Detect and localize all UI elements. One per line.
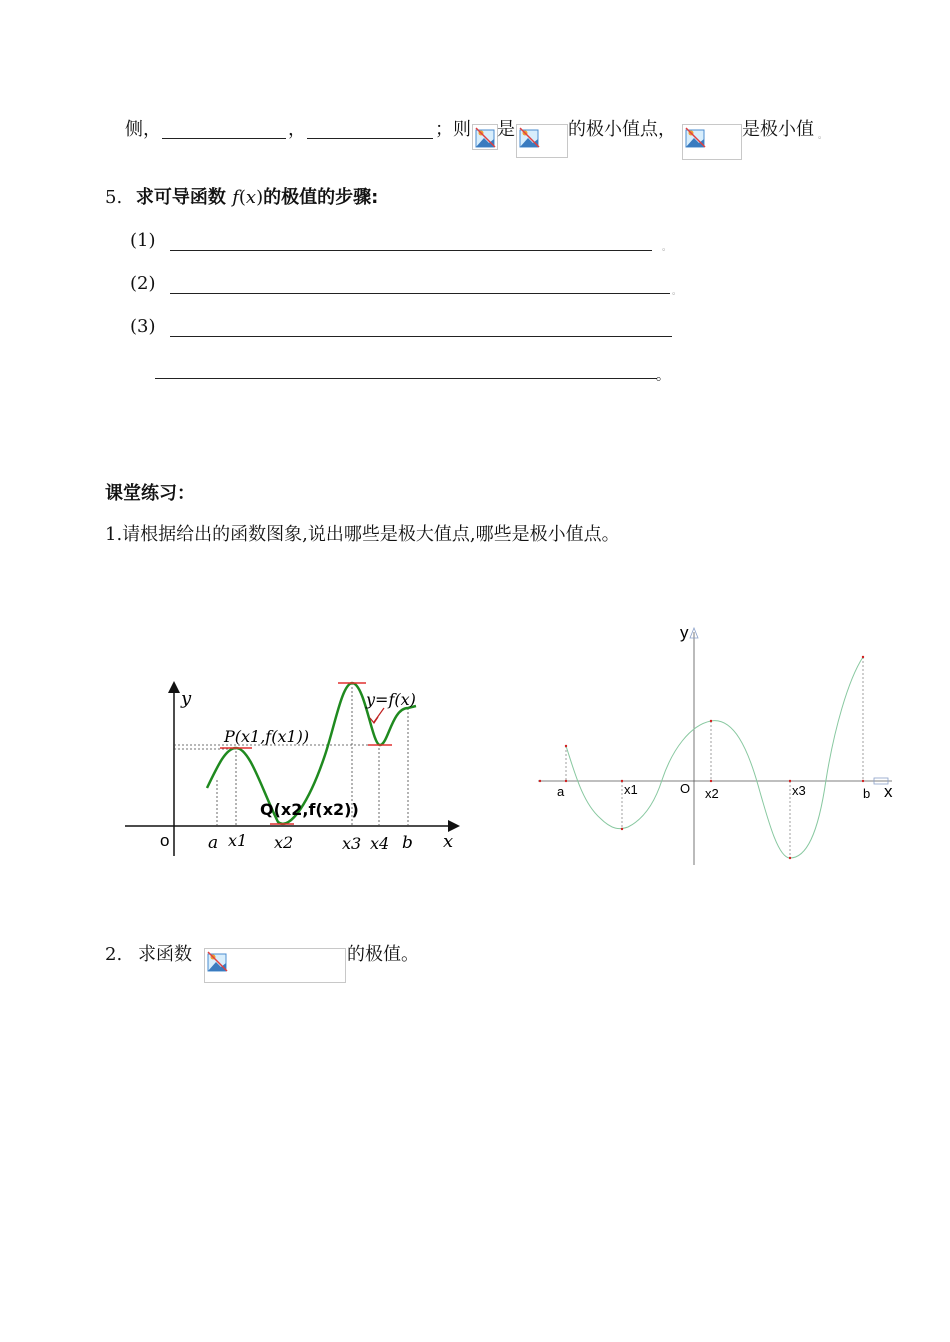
graph2-tick-a: a: [557, 784, 565, 799]
graph1-tick-x1: x1: [228, 831, 248, 850]
graph1-label-curve: y=f(x): [366, 690, 416, 709]
graph2-guides: [566, 657, 863, 858]
graph1-tick-a: a: [208, 833, 219, 853]
step-3-continuation-end: 。: [656, 368, 670, 384]
step-1-end: 。: [662, 243, 672, 253]
practice-q1: 1.请根据给出的函数图象,说出哪些是极大值点,哪些是极小值点。: [105, 524, 620, 545]
practice-q2-pre: 求函数: [138, 944, 192, 965]
practice-heading: 课堂练习：: [105, 483, 195, 504]
line1-end-mark: 。: [818, 131, 828, 141]
blank-line1-1[interactable]: [162, 120, 286, 139]
step-2-end: 。: [672, 287, 682, 297]
line1-minpoint-text: 的极小值点，: [568, 119, 676, 140]
section5-title-f: f: [232, 187, 239, 208]
line1-prefix: 侧，: [125, 119, 161, 140]
graph1-tick-x4: x4: [370, 834, 390, 853]
section5-title-x: x: [245, 187, 257, 208]
section5-title-pre: 求可导函数: [135, 187, 233, 208]
broken-image-icon: [516, 124, 568, 158]
graph2-axis-x-label: x: [884, 782, 893, 801]
broken-image-icon: [472, 124, 498, 150]
blank-line1-2[interactable]: [307, 120, 433, 139]
graph1: [120, 670, 465, 860]
section5-paren-close: ): [256, 187, 264, 208]
section5-number: 5.: [105, 187, 123, 208]
step-1-label: (1): [130, 230, 156, 251]
broken-image-icon: [204, 948, 346, 983]
graph1-tick-x2: x2: [274, 833, 294, 852]
line1-minvalue-text: 是极小值: [742, 119, 814, 140]
line1: [125, 118, 161, 142]
graph2-tick-b: b: [863, 786, 871, 801]
step-3-blank[interactable]: [170, 318, 672, 337]
graph2-curve: [566, 657, 863, 858]
graph1-label-P: P(x1,f(x1)): [224, 727, 310, 746]
broken-image-icon: [682, 124, 742, 160]
line1-semicolon: ；则: [435, 119, 471, 140]
graph2-axis-y-label: y: [680, 623, 689, 642]
step-2-label: (2): [130, 273, 156, 294]
section5-paren-open: (: [238, 187, 246, 208]
practice-q2-post: 的极值。: [347, 944, 419, 965]
graph1-tick-x3: x3: [342, 834, 362, 853]
practice-q2-number: 2.: [105, 944, 123, 965]
graph2: [530, 620, 900, 870]
graph2-tick-x2: x2: [705, 786, 719, 801]
graph2-tick-x1: x1: [624, 782, 638, 797]
graph1-axis-y-label: y: [181, 688, 192, 709]
step-3-label: (3): [130, 316, 156, 337]
step-2-blank[interactable]: [170, 275, 670, 294]
step-3-continuation-blank[interactable]: [155, 360, 657, 379]
line1-comma: ，: [288, 119, 306, 140]
graph1-axis-x-label: x: [443, 831, 454, 852]
section5-title-post: 的极值的步骤:: [263, 187, 379, 208]
graph2-origin-label: O: [680, 781, 691, 796]
section5-title: [105, 186, 378, 210]
graph1-origin-label: o: [160, 831, 170, 850]
graph2-tick-x3: x3: [792, 783, 806, 798]
line1-is: 是: [497, 119, 515, 140]
step-1-blank[interactable]: [170, 232, 652, 251]
graph1-label-Q: Q(x2,f(x2)): [260, 800, 359, 819]
graph1-tick-b: b: [402, 833, 413, 853]
